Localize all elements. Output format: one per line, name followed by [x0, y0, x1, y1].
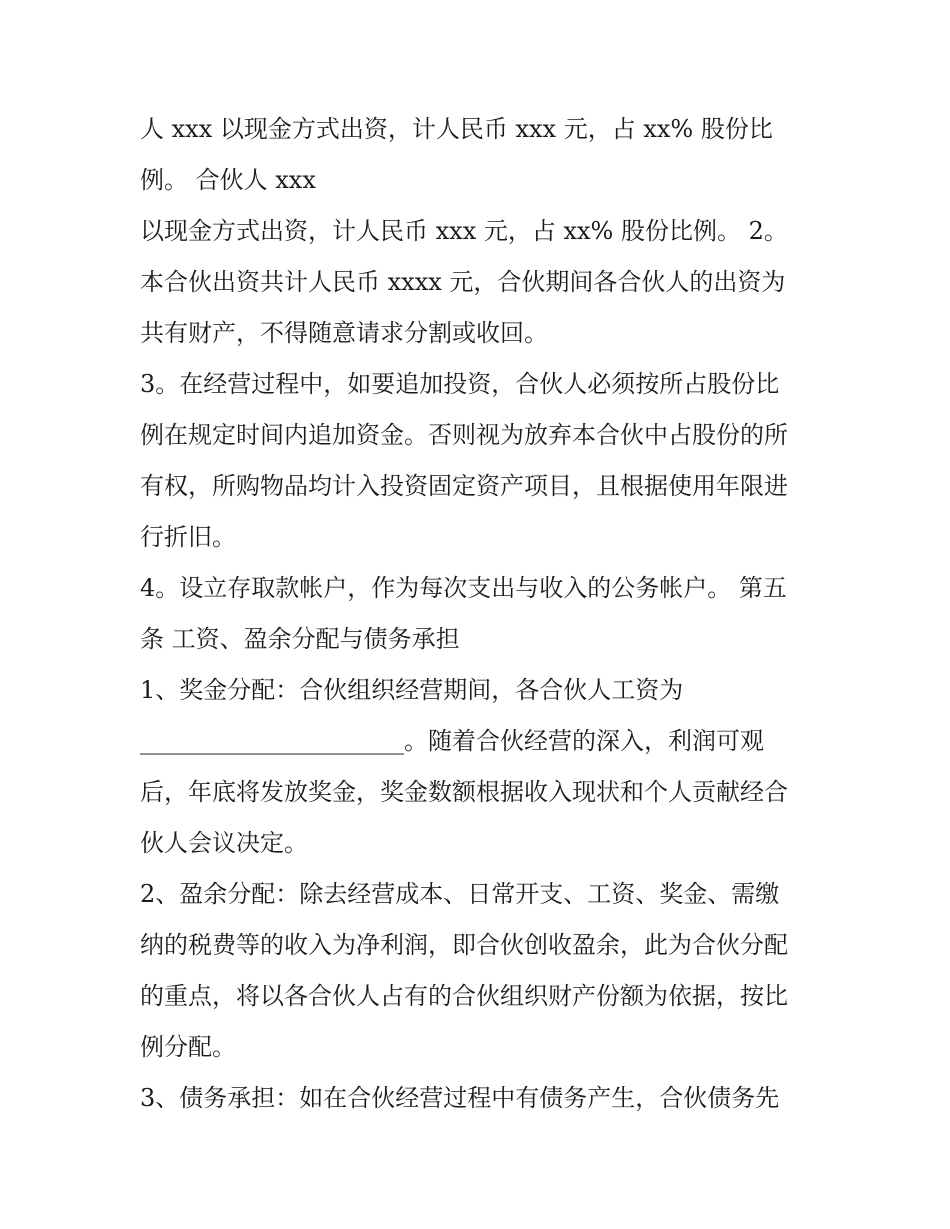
text-line: 后，年底将发放奖金，奖金数额根据收入现状和个人贡献经合 [140, 778, 788, 806]
text-line: 本合伙出资共计人民币 xxxx 元，合伙期间各合伙人的出资为 [140, 268, 786, 296]
text-line: 3、债务承担：如在合伙经营过程中有债务产生，合伙债务先 [140, 1084, 780, 1112]
text-line: 人 xxx 以现金方式出资，计人民币 xxx 元，占 xx% 股份比 [140, 115, 773, 143]
text-line: 条 工资、盈余分配与债务承担 [140, 625, 460, 653]
text-line: 1、奖金分配：合伙组织经营期间，各合伙人工资为 [140, 676, 684, 704]
text-line: 以现金方式出资，计人民币 xxx 元，占 xx% 股份比例。 2。 [140, 217, 788, 245]
text-line: 例分配。 [140, 1033, 236, 1061]
text-line: 纳的税费等的收入为净利润，即合伙创收盈余，此为合伙分配 [140, 931, 788, 959]
text-line: 共有财产，不得随意请求分割或收回。 [140, 319, 548, 347]
text-line: 4。设立存取款帐户，作为每次支出与收入的公务帐户。 第五 [140, 574, 787, 602]
text-line: 例。 合伙人 xxx [140, 166, 316, 194]
text-line: 行折旧。 [140, 523, 236, 551]
text-line: 有权，所购物品均计入投资固定资产项目，且根据使用年限进 [140, 472, 788, 500]
text-line: 的重点，将以各合伙人占有的合伙组织财产份额为依据，按比 [140, 982, 788, 1010]
text-line: 伙人会议决定。 [140, 829, 308, 857]
text-line: 3。在经营过程中，如要追加投资，合伙人必须按所占股份比 [140, 370, 780, 398]
text-line: 2、盈余分配：除去经营成本、日常开支、工资、奖金、需缴 [140, 880, 780, 908]
text-line: 例在规定时间内追加资金。否则视为放弃本合伙中占股份的所 [140, 421, 788, 449]
text-line: ______________________。随着合伙经营的深入，利润可观 [140, 727, 764, 755]
document-body [140, 104, 830, 1124]
